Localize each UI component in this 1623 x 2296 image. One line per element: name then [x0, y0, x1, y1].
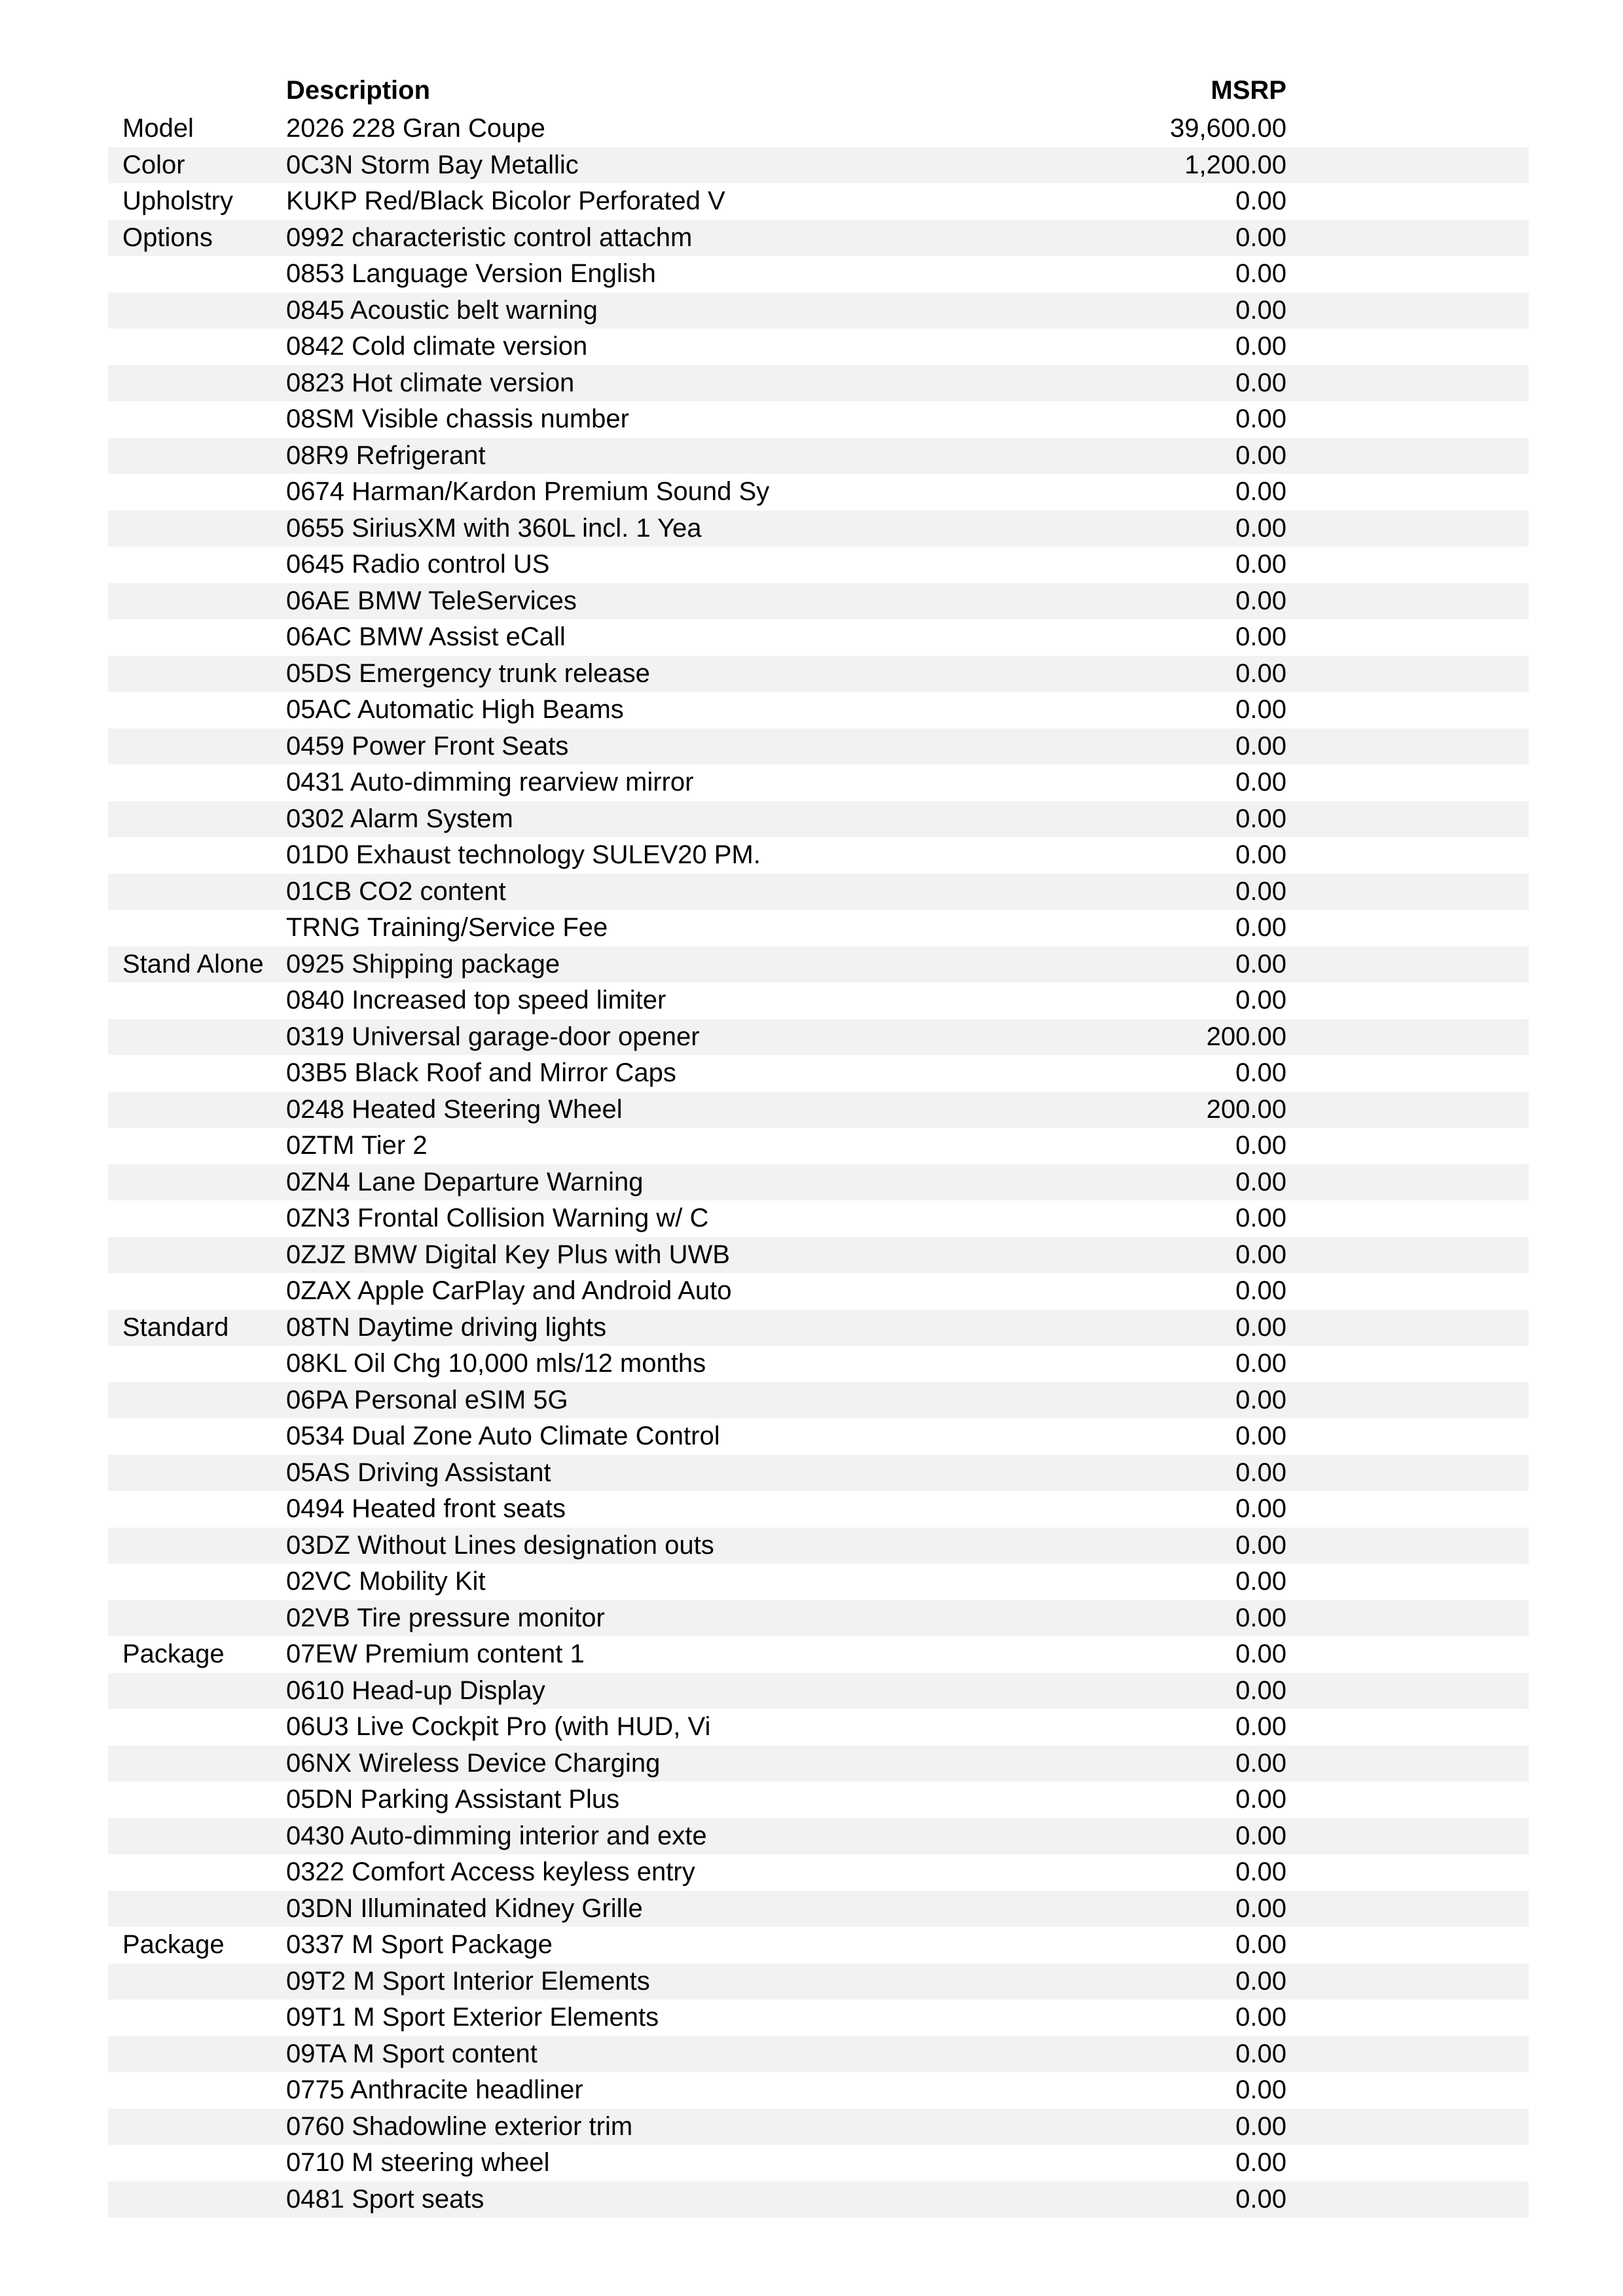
table-row — [108, 2000, 1529, 2036]
row-description: 0775 Anthracite headliner — [286, 2075, 583, 2104]
table-row — [108, 1418, 1529, 1455]
row-description: 09T1 M Sport Exterior Elements — [286, 2003, 659, 2032]
row-category — [122, 1382, 273, 1419]
row-category: Package — [122, 1930, 225, 1959]
row-price: 200.00 — [1206, 1094, 1286, 1124]
row-category — [122, 1964, 273, 2000]
table-row — [108, 1491, 1529, 1528]
table-row — [108, 1636, 1529, 1673]
row-price: 0.00 — [1235, 440, 1286, 470]
row-price: 0.00 — [1235, 876, 1286, 906]
table-row — [108, 1891, 1529, 1928]
row-category: Model — [122, 114, 194, 143]
row-price: 0.00 — [1235, 913, 1286, 942]
row-category — [122, 1346, 273, 1382]
row-description: 0494 Heated front seats — [286, 1494, 566, 1523]
table-row — [108, 2072, 1529, 2109]
row-price: 0.00 — [1235, 477, 1286, 506]
row-category: Color — [122, 150, 185, 179]
row-description: 02VC Mobility Kit — [286, 1567, 486, 1596]
row-price: 0.00 — [1235, 404, 1286, 433]
row-price: 0.00 — [1235, 2184, 1286, 2214]
row-price: 0.00 — [1235, 1312, 1286, 1342]
table-row — [108, 147, 1529, 184]
row-price: 0.00 — [1235, 1640, 1286, 1668]
table-row — [108, 874, 1529, 910]
row-category — [122, 1164, 273, 1201]
row-category — [122, 1673, 273, 1710]
row-description: 0322 Comfort Access keyless entry — [286, 1857, 695, 1886]
row-price: 0.00 — [1235, 2111, 1286, 2141]
row-category — [122, 2072, 273, 2109]
row-category — [122, 511, 273, 547]
table-row — [108, 329, 1529, 365]
table-row — [108, 1019, 1529, 1056]
table-row — [108, 1382, 1529, 1419]
table-row — [108, 547, 1529, 583]
row-description: 0C3N Storm Bay Metallic — [286, 150, 579, 179]
table-header — [108, 73, 1529, 109]
table-row — [108, 1818, 1529, 1855]
row-category: Package — [122, 1640, 225, 1668]
row-category: Options — [122, 223, 213, 252]
row-description: 05DS Emergency trunk release — [286, 658, 650, 688]
row-price: 0.00 — [1235, 1567, 1286, 1596]
row-description: 09T2 M Sport Interior Elements — [286, 1966, 650, 1996]
row-description: 0610 Head-up Display — [286, 1676, 545, 1705]
table-row — [108, 1854, 1529, 1891]
table-row — [108, 1455, 1529, 1492]
row-category: Stand Alone — [122, 949, 264, 978]
row-category — [122, 1891, 273, 1928]
table-row — [108, 1310, 1529, 1346]
row-category — [122, 910, 273, 946]
row-price: 0.00 — [1235, 223, 1286, 252]
row-category — [122, 1709, 273, 1746]
row-description: 05AC Automatic High Beams — [286, 695, 624, 724]
row-price: 0.00 — [1235, 949, 1286, 978]
row-description: 06NX Wireless Device Charging — [286, 1748, 661, 1778]
table-row — [108, 293, 1529, 329]
table-row — [108, 1128, 1529, 1164]
row-price: 0.00 — [1235, 840, 1286, 869]
table-row — [108, 982, 1529, 1019]
row-category — [122, 1128, 273, 1164]
row-description: 08KL Oil Chg 10,000 mls/12 months — [286, 1349, 706, 1378]
row-category — [122, 2000, 273, 2036]
row-description: 0ZN3 Frontal Collision Warning w/ C — [286, 1204, 709, 1232]
table-row — [108, 583, 1529, 620]
row-price: 0.00 — [1235, 2039, 1286, 2068]
row-category — [122, 2036, 273, 2073]
table-row — [108, 2181, 1529, 2218]
row-price: 0.00 — [1235, 1458, 1286, 1487]
row-description: 0674 Harman/Kardon Premium Sound Sy — [286, 477, 770, 506]
row-category — [122, 1854, 273, 1891]
row-description: 07EW Premium content 1 — [286, 1640, 585, 1668]
row-price: 0.00 — [1235, 1893, 1286, 1923]
row-price: 0.00 — [1235, 731, 1286, 761]
row-price: 0.00 — [1235, 1857, 1286, 1886]
row-price: 1,200.00 — [1184, 150, 1286, 179]
row-category — [122, 1019, 273, 1056]
row-category — [122, 728, 273, 765]
row-price: 0.00 — [1235, 804, 1286, 833]
row-price: 0.00 — [1235, 1712, 1286, 1741]
table-row — [108, 1964, 1529, 2000]
row-category — [122, 1092, 273, 1128]
table-row — [108, 837, 1529, 874]
row-price: 0.00 — [1235, 1930, 1286, 1959]
table-row — [108, 1746, 1529, 1782]
table-row — [108, 1200, 1529, 1237]
table-row — [108, 438, 1529, 475]
row-description: 01CB CO2 content — [286, 876, 506, 906]
row-description: 02VB Tire pressure monitor — [286, 1603, 605, 1632]
row-description: 0845 Acoustic belt warning — [286, 295, 598, 325]
table-row — [108, 1600, 1529, 1637]
row-description: 0319 Universal garage-door opener — [286, 1022, 700, 1051]
row-description: 0760 Shadowline exterior trim — [286, 2111, 633, 2141]
row-description: TRNG Training/Service Fee — [286, 913, 608, 942]
row-price: 0.00 — [1235, 2148, 1286, 2177]
row-price: 0.00 — [1235, 1748, 1286, 1778]
row-description: 06PA Personal eSIM 5G — [286, 1385, 568, 1414]
table-row — [108, 801, 1529, 838]
table-row — [108, 910, 1529, 946]
row-price: 0.00 — [1235, 1494, 1286, 1523]
table-row — [108, 656, 1529, 692]
row-description: 0ZJZ BMW Digital Key Plus with UWB — [286, 1240, 730, 1269]
row-description: 0430 Auto-dimming interior and exte — [286, 1821, 707, 1850]
row-price: 0.00 — [1235, 1058, 1286, 1087]
row-category — [122, 1237, 273, 1274]
row-category — [122, 256, 273, 293]
row-category — [122, 1782, 273, 1818]
row-price: 0.00 — [1235, 1603, 1286, 1632]
row-description: 06U3 Live Cockpit Pro (with HUD, Vi — [286, 1712, 711, 1741]
row-category — [122, 1200, 273, 1237]
table-row — [108, 619, 1529, 656]
table-row — [108, 1673, 1529, 1710]
row-category — [122, 656, 273, 692]
row-description: 2026 228 Gran Coupe — [286, 114, 545, 143]
table-row — [108, 1055, 1529, 1092]
row-category: Standard — [122, 1312, 229, 1342]
row-description: 0ZTM Tier 2 — [286, 1131, 428, 1160]
row-category — [122, 2145, 273, 2181]
row-price: 0.00 — [1235, 332, 1286, 361]
row-description: 05AS Driving Assistant — [286, 1458, 551, 1487]
row-description: 01D0 Exhaust technology SULEV20 PM. — [286, 840, 761, 869]
options-table — [108, 111, 1529, 2217]
row-category — [122, 1746, 273, 1782]
table-row — [108, 1782, 1529, 1818]
table-row — [108, 1346, 1529, 1382]
row-description: 0459 Power Front Seats — [286, 731, 569, 761]
row-category — [122, 1818, 273, 1855]
table-row — [108, 183, 1529, 220]
table-row — [108, 220, 1529, 257]
row-description: 0823 Hot climate version — [286, 368, 575, 397]
row-description: 0992 characteristic control attachm — [286, 223, 693, 252]
table-row — [108, 1164, 1529, 1201]
row-description: 03DN Illuminated Kidney Grille — [286, 1893, 643, 1923]
table-row — [108, 2109, 1529, 2145]
row-category — [122, 1564, 273, 1600]
row-description: 0710 M steering wheel — [286, 2148, 550, 2177]
row-price: 0.00 — [1235, 1349, 1286, 1378]
row-price: 0.00 — [1235, 295, 1286, 325]
table-row — [108, 1092, 1529, 1128]
row-price: 0.00 — [1235, 622, 1286, 651]
row-category — [122, 365, 273, 402]
row-price: 39,600.00 — [1170, 114, 1286, 143]
table-row — [108, 1237, 1529, 1274]
row-description: 03B5 Black Roof and Mirror Caps — [286, 1058, 676, 1087]
row-description: 06AE BMW TeleServices — [286, 586, 577, 615]
row-price: 200.00 — [1206, 1022, 1286, 1051]
table-row — [108, 1927, 1529, 1964]
row-price: 0.00 — [1235, 259, 1286, 288]
row-description: 0ZN4 Lane Departure Warning — [286, 1167, 644, 1196]
msrp-header: MSRP — [1211, 76, 1286, 105]
row-category — [122, 619, 273, 656]
row-category — [122, 692, 273, 728]
row-description: 0925 Shipping package — [286, 949, 560, 978]
row-category — [122, 583, 273, 620]
table-row — [108, 946, 1529, 983]
row-description: 0481 Sport seats — [286, 2184, 484, 2214]
row-description: 0302 Alarm System — [286, 804, 513, 833]
row-category — [122, 1455, 273, 1492]
row-price: 0.00 — [1235, 1966, 1286, 1996]
table-row — [108, 2036, 1529, 2073]
row-category — [122, 982, 273, 1019]
table-row — [108, 2145, 1529, 2181]
row-category — [122, 837, 273, 874]
row-category — [122, 438, 273, 475]
row-category — [122, 801, 273, 838]
row-category — [122, 1600, 273, 1637]
row-price: 0.00 — [1235, 1204, 1286, 1232]
row-description: 09TA M Sport content — [286, 2039, 538, 2068]
row-price: 0.00 — [1235, 1785, 1286, 1814]
row-category — [122, 2109, 273, 2145]
row-price: 0.00 — [1235, 1240, 1286, 1269]
row-price: 0.00 — [1235, 695, 1286, 724]
row-description: 0655 SiriusXM with 360L incl. 1 Yea — [286, 513, 702, 543]
row-category — [122, 1273, 273, 1310]
row-price: 0.00 — [1235, 187, 1286, 215]
row-price: 0.00 — [1235, 2075, 1286, 2104]
row-category — [122, 2181, 273, 2218]
row-description: 0534 Dual Zone Auto Climate Control — [286, 1422, 720, 1450]
row-price: 0.00 — [1235, 1422, 1286, 1450]
row-category — [122, 329, 273, 365]
table-row — [108, 1273, 1529, 1310]
row-category — [122, 293, 273, 329]
row-description: 0853 Language Version English — [286, 259, 656, 288]
row-description: 0ZAX Apple CarPlay and Android Auto — [286, 1276, 732, 1305]
row-price: 0.00 — [1235, 2003, 1286, 2032]
row-price: 0.00 — [1235, 658, 1286, 688]
description-header: Description — [286, 76, 431, 105]
row-description: 05DN Parking Assistant Plus — [286, 1785, 620, 1814]
row-price: 0.00 — [1235, 513, 1286, 543]
row-category — [122, 1491, 273, 1528]
row-description: 08R9 Refrigerant — [286, 440, 486, 470]
row-category — [122, 401, 273, 438]
row-description: 08TN Daytime driving lights — [286, 1312, 607, 1342]
table-row — [108, 111, 1529, 147]
table-row — [108, 474, 1529, 511]
row-price: 0.00 — [1235, 368, 1286, 397]
table-row — [108, 728, 1529, 765]
row-category — [122, 1418, 273, 1455]
row-price: 0.00 — [1235, 1131, 1286, 1160]
row-description: 0431 Auto-dimming rearview mirror — [286, 768, 694, 797]
row-category — [122, 1528, 273, 1564]
table-row — [108, 401, 1529, 438]
row-price: 0.00 — [1235, 1385, 1286, 1414]
table-row — [108, 1709, 1529, 1746]
table-row — [108, 1528, 1529, 1564]
row-price: 0.00 — [1235, 1821, 1286, 1850]
row-price: 0.00 — [1235, 550, 1286, 579]
table-row — [108, 764, 1529, 801]
table-row — [108, 692, 1529, 728]
row-price: 0.00 — [1235, 986, 1286, 1014]
row-price: 0.00 — [1235, 768, 1286, 797]
row-description: 0645 Radio control US — [286, 550, 550, 579]
row-category — [122, 1055, 273, 1092]
table-row — [108, 1564, 1529, 1600]
row-price: 0.00 — [1235, 1167, 1286, 1196]
table-row — [108, 365, 1529, 402]
row-description: 03DZ Without Lines designation outs — [286, 1530, 714, 1560]
row-description: 06AC BMW Assist eCall — [286, 622, 566, 651]
row-category: Upholstry — [122, 187, 233, 215]
row-description: 0337 M Sport Package — [286, 1930, 553, 1959]
row-category — [122, 547, 273, 583]
row-description: 0842 Cold climate version — [286, 332, 588, 361]
table-row — [108, 256, 1529, 293]
row-category — [122, 474, 273, 511]
row-description: 08SM Visible chassis number — [286, 404, 629, 433]
row-category — [122, 874, 273, 910]
row-price: 0.00 — [1235, 1530, 1286, 1560]
row-price: 0.00 — [1235, 1676, 1286, 1705]
row-price: 0.00 — [1235, 586, 1286, 615]
row-price: 0.00 — [1235, 1276, 1286, 1305]
row-description: 0840 Increased top speed limiter — [286, 986, 666, 1014]
table-row — [108, 511, 1529, 547]
row-description: 0248 Heated Steering Wheel — [286, 1094, 623, 1124]
row-category — [122, 764, 273, 801]
row-description: KUKP Red/Black Bicolor Perforated V — [286, 187, 725, 215]
